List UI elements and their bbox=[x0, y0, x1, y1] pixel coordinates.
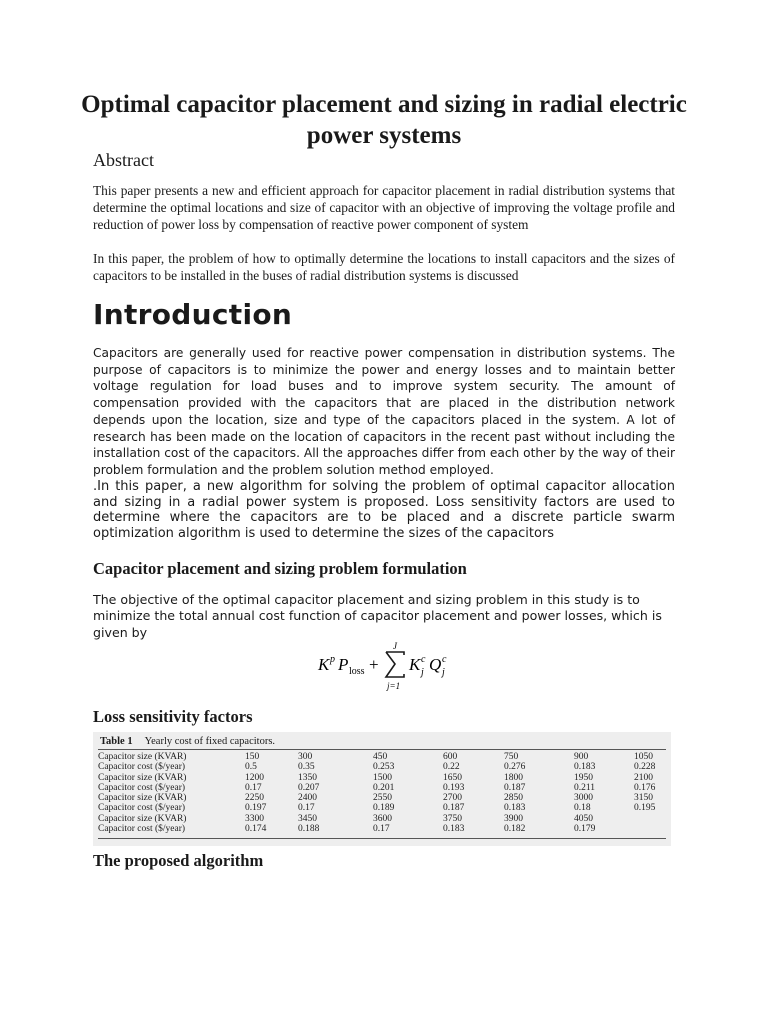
table-cell: 4050 bbox=[574, 813, 593, 824]
formula-kc-sup: c bbox=[421, 654, 426, 665]
table-cell: 0.18 bbox=[574, 803, 591, 814]
table-cell: 900 bbox=[574, 752, 589, 762]
table-cell: 0.176 bbox=[634, 782, 656, 793]
table-cell: 0.174 bbox=[245, 824, 267, 835]
table-cell: 0.195 bbox=[634, 803, 656, 814]
table-caption-text: Yearly cost of fixed capacitors. bbox=[144, 736, 276, 747]
table-cell: 1950 bbox=[574, 772, 593, 783]
formula-kp: K bbox=[318, 655, 330, 674]
introduction-paragraph-2: .In this paper, a new algorithm for solving the problem of optimal capacitor allocation and sizing in a radial power system is proposed. Loss sensitivity factors are used to determine where the capacitors are to be placed and a discrete particle swarm optimization algorithm is used to determine the sizes of the capacitors bbox=[93, 479, 675, 541]
table-row bbox=[98, 793, 666, 803]
introduction-heading: Introduction bbox=[93, 298, 293, 331]
table-cell: 0.179 bbox=[574, 824, 596, 835]
table-cell: 0.189 bbox=[373, 803, 395, 814]
table-cell: 0.183 bbox=[504, 803, 526, 814]
table-cell: 2850 bbox=[504, 793, 523, 804]
abstract-heading: Abstract bbox=[93, 150, 154, 170]
table-cell: 0.187 bbox=[504, 782, 526, 793]
table-row bbox=[98, 773, 666, 783]
abstract-paragraph-2: In this paper, the problem of how to optimally determine the locations to install capacitors and the sizes of capacitors to be installed in the buses of radial distribution systems is discussed bbox=[93, 251, 675, 283]
table-cell: 0.35 bbox=[298, 762, 315, 773]
table-cell: 0.17 bbox=[298, 803, 315, 814]
table-number: Table 1 bbox=[100, 736, 133, 747]
table-cell: 0.197 bbox=[245, 803, 267, 814]
formula-ploss: P bbox=[338, 655, 349, 674]
table-cell: 3000 bbox=[574, 793, 593, 804]
capacitor-cost-table-figure bbox=[93, 732, 671, 846]
table-row bbox=[98, 752, 666, 762]
table-cell: 3300 bbox=[245, 813, 264, 824]
table-cell: 2400 bbox=[298, 793, 317, 804]
table-row bbox=[98, 762, 666, 772]
table-row-label: Capacitor cost ($/year) bbox=[98, 803, 186, 814]
table-cell: 0.17 bbox=[245, 782, 262, 793]
formula-plus: + bbox=[369, 655, 379, 674]
table-cell: 1500 bbox=[373, 772, 392, 783]
formulation-heading: Capacitor placement and sizing problem formulation bbox=[93, 559, 467, 578]
table-cell: 0.5 bbox=[245, 762, 257, 773]
table-caption bbox=[100, 736, 275, 747]
table-cell bbox=[634, 814, 666, 824]
table-row-label: Capacitor cost ($/year) bbox=[98, 824, 186, 835]
table-cell: 2550 bbox=[373, 793, 392, 804]
table-row-label: Capacitor size (KVAR) bbox=[98, 813, 187, 824]
table-cell bbox=[634, 824, 666, 834]
table-cell: 1800 bbox=[504, 772, 523, 783]
table-cell: 3450 bbox=[298, 813, 317, 824]
table-cell: 2700 bbox=[443, 793, 462, 804]
table-row-label: Capacitor size (KVAR) bbox=[98, 793, 187, 804]
table-bottom-rule bbox=[98, 838, 666, 839]
table-row-label: Capacitor size (KVAR) bbox=[98, 772, 187, 783]
table-cell: 0.188 bbox=[298, 824, 320, 835]
table-row bbox=[98, 824, 666, 834]
table-cell: 0.207 bbox=[298, 782, 320, 793]
introduction-paragraph-1: Capacitors are generally used for reactive power compensation in distribution systems. The purpose of capacitors is to minimize the power and energy losses and to maintain better voltage regulation for load buses and to improve system security. The amount of compensation provided with the capacitors that are placed in the distribution network depends upon the location, size and type of the capacitors placed in the system. A lot of research has been made on the location of capacitors in the recent past without including the installation cost of the capacitors. All the approaches differ from each other by the way of their problem formulation and the problem solution method employed. bbox=[93, 346, 675, 477]
table-cell: 3600 bbox=[373, 813, 392, 824]
formula-qc: Q bbox=[429, 655, 442, 674]
table-cell: 0.253 bbox=[373, 762, 395, 773]
document-title: Optimal capacitor placement and sizing in radial electric power systems bbox=[81, 91, 687, 149]
table-row bbox=[98, 803, 666, 813]
summation-icon bbox=[386, 652, 404, 677]
table-cell: 0.228 bbox=[634, 762, 656, 773]
abstract-paragraph-1: This paper presents a new and efficient approach for capacitor placement in radial distribution systems that determine the optimal locations and size of capacitor with an objective of improving the voltage profile and reduction of power loss by compensation of reactive power component of system bbox=[93, 183, 675, 232]
table-cell: 1050 bbox=[634, 752, 653, 762]
formula-qc-sup: c bbox=[442, 654, 447, 665]
table-cell: 2100 bbox=[634, 772, 653, 783]
formula-kc-sub: j bbox=[421, 667, 424, 678]
cost-function-formula bbox=[316, 640, 466, 694]
table-cell: 0.193 bbox=[443, 782, 465, 793]
table-row bbox=[98, 783, 666, 793]
table-cell: 300 bbox=[298, 752, 313, 762]
formula-kp-sup: p bbox=[330, 654, 335, 665]
table-cell: 0.187 bbox=[443, 803, 465, 814]
table-cell: 3150 bbox=[634, 793, 653, 804]
table-row-label: Capacitor cost ($/year) bbox=[98, 782, 186, 793]
table-cell: 3750 bbox=[443, 813, 462, 824]
table-cell: 0.17 bbox=[373, 824, 390, 835]
table-cell: 0.276 bbox=[504, 762, 526, 773]
table-cell: 2250 bbox=[245, 793, 264, 804]
table-top-rule bbox=[98, 749, 666, 750]
table-row bbox=[98, 814, 666, 824]
table-cell: 1650 bbox=[443, 772, 462, 783]
table-row-label: Capacitor size (KVAR) bbox=[98, 752, 187, 762]
formula-kc: K bbox=[409, 655, 421, 674]
formula-ploss-sub: loss bbox=[349, 666, 365, 677]
formulation-paragraph: The objective of the optimal capacitor placement and sizing problem in this study is to minimize the total annual cost function of capacitor placement and power losses, which is given by bbox=[93, 592, 662, 640]
table-cell: 0.183 bbox=[443, 824, 465, 835]
formula-sum-bottom: j=1 bbox=[387, 681, 401, 691]
table-cell: 1200 bbox=[245, 772, 264, 783]
proposed-algorithm-heading: The proposed algorithm bbox=[93, 851, 264, 870]
table-cell: 0.182 bbox=[504, 824, 526, 835]
table-cell: 0.201 bbox=[373, 782, 395, 793]
table-cell: 150 bbox=[245, 752, 260, 762]
table-cell: 3900 bbox=[504, 813, 523, 824]
table-cell: 600 bbox=[443, 752, 458, 762]
formula-qc-sub: j bbox=[442, 667, 445, 678]
table-cell: 750 bbox=[504, 752, 519, 762]
table-cell: 450 bbox=[373, 752, 388, 762]
loss-sensitivity-heading: Loss sensitivity factors bbox=[93, 707, 253, 726]
capacitor-cost-table bbox=[98, 752, 666, 834]
table-cell: 0.211 bbox=[574, 782, 596, 793]
table-row-label: Capacitor cost ($/year) bbox=[98, 762, 186, 773]
table-cell: 0.22 bbox=[443, 762, 460, 773]
table-cell: 1350 bbox=[298, 772, 317, 783]
table-cell: 0.183 bbox=[574, 762, 596, 773]
formula-sum-top: J bbox=[393, 641, 397, 651]
